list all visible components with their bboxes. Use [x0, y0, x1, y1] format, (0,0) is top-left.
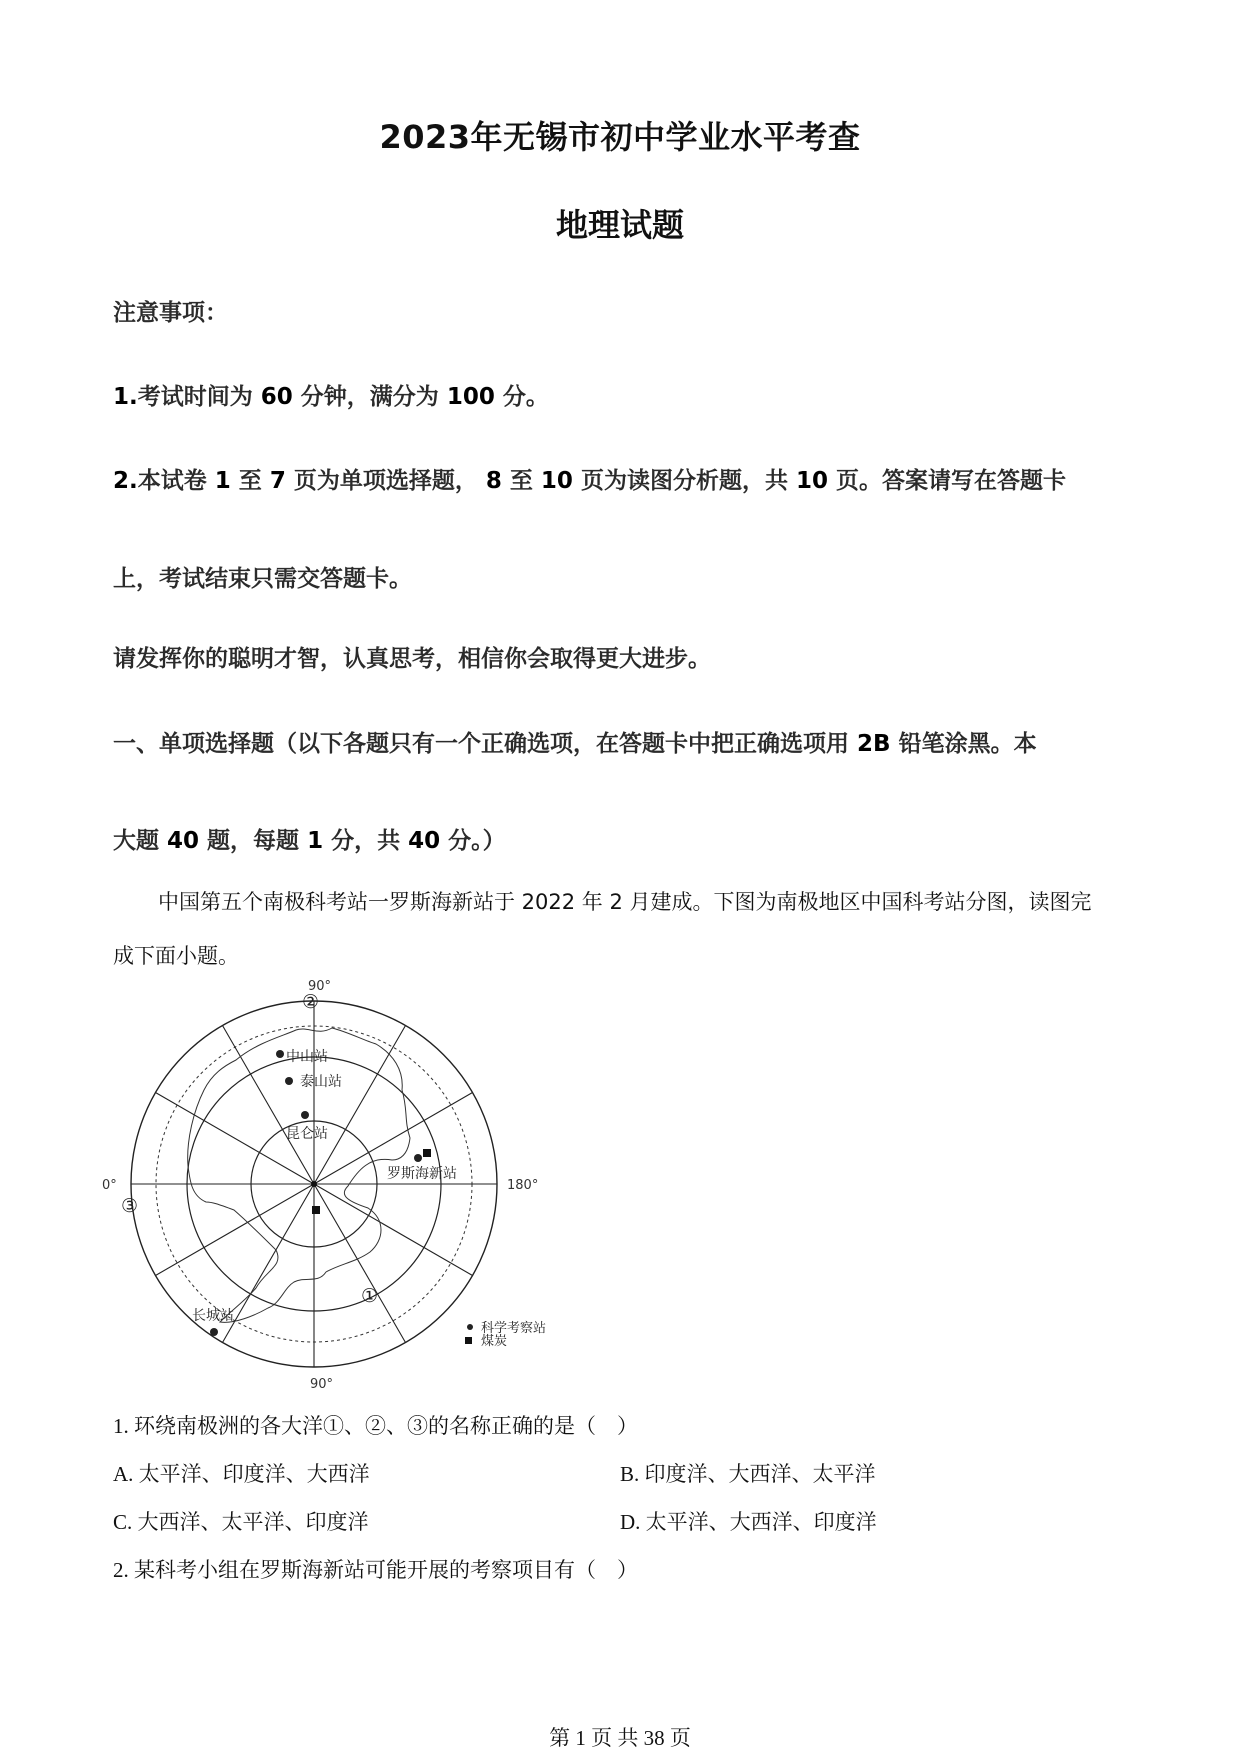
note-text: 分。: [502, 384, 549, 410]
note-text: 分钟，满分为: [300, 384, 439, 410]
q1-option-c[interactable]: [113, 1506, 369, 1536]
station-label-greatwall: 长城站: [192, 1308, 234, 1324]
map-label-bottom-90: 90°: [310, 1377, 334, 1392]
antarctica-station-map: [102, 970, 578, 1392]
notes-heading: [113, 294, 228, 327]
passage-line-2: 成下面小题。: [113, 944, 239, 968]
option-text: 大西洋、太平洋、印度洋: [137, 1510, 369, 1534]
notes-heading-text: 注意事项：: [113, 300, 228, 326]
coal-marker-interior: [312, 1206, 320, 1214]
station-dot-rosssea: [414, 1154, 422, 1162]
note-item-2: [113, 462, 1066, 495]
question-number: 2.: [113, 1558, 129, 1582]
option-text: 印度洋、大西洋、太平洋: [644, 1462, 876, 1486]
section-heading-number: 40: [408, 828, 441, 854]
note-item-2-number: 2.: [113, 468, 138, 494]
exam-subtitle: 地理试题: [555, 206, 684, 244]
note-text: 页为单项选择题，: [293, 468, 478, 494]
note-number: 60: [260, 384, 293, 410]
note-text: 至: [238, 468, 262, 494]
encouragement-text: 请发挥你的聪明才智，认真思考，相信你会取得更大进步。: [113, 646, 711, 672]
station-label-taishan: 泰山站: [300, 1074, 342, 1090]
note-text: 考试时间为: [137, 384, 253, 410]
option-text: 太平洋、印度洋、大西洋: [138, 1462, 370, 1486]
question-stem: 环绕南极洲的各大洋①、②、③的名称正确的是（ ）: [134, 1414, 638, 1438]
note-number: 8: [485, 468, 502, 494]
note-number: 10: [540, 468, 573, 494]
ocean-marker-1: ①: [361, 1285, 379, 1307]
question-2: [113, 1554, 638, 1584]
legend-coal-label: 煤炭: [481, 1334, 508, 1349]
section-heading-number: 2B: [857, 731, 891, 757]
section-heading-text: 题，每题: [207, 828, 300, 854]
station-label-rosssea: 罗斯海新站: [387, 1166, 457, 1182]
note-number: 7: [269, 468, 286, 494]
option-text: 太平洋、大西洋、印度洋: [645, 1510, 877, 1534]
question-stem: 某科考小组在罗斯海新站可能开展的考察项目有（ ）: [134, 1558, 638, 1582]
south-pole-point: [311, 1181, 317, 1187]
encouragement-line: [113, 640, 711, 673]
note-number: 1: [214, 468, 231, 494]
note-text: 本试卷: [137, 468, 207, 494]
note-number: 100: [446, 384, 495, 410]
option-key: A.: [113, 1462, 134, 1486]
ocean-marker-3: ③: [121, 1195, 139, 1217]
q1-option-b[interactable]: [620, 1458, 876, 1488]
question-number: 1.: [113, 1414, 129, 1438]
question-1: [113, 1410, 638, 1440]
meridian-line: [314, 1184, 406, 1343]
exam-title: 2023年无锡市初中学业水平考查: [379, 118, 861, 156]
coal-marker-rosssea: [423, 1149, 431, 1157]
station-dot-greatwall: [210, 1328, 218, 1336]
legend-station-label: 科学考察站: [481, 1321, 547, 1336]
section-heading-text: 一、单项选择题（以下各题只有一个正确选项，在答题卡中把正确选项用: [113, 731, 849, 757]
ocean-marker-2: ②: [302, 991, 320, 1013]
section-heading-text: 分，共: [331, 828, 401, 854]
note-item-2-continued: [113, 560, 412, 593]
section-heading-number: 1: [307, 828, 324, 854]
note-text: 页。答案请写在答题卡: [835, 468, 1066, 494]
map-label-top-90: 90°: [308, 979, 332, 994]
option-key: C.: [113, 1510, 133, 1534]
q1-option-d[interactable]: [620, 1506, 877, 1536]
option-key: B.: [620, 1462, 640, 1486]
section-heading-text: 铅笔涂黑。本: [898, 731, 1037, 757]
station-label-zhongshan: 中山站: [286, 1049, 328, 1065]
station-dot-taishan: [285, 1077, 293, 1085]
note-item-1: [113, 378, 549, 411]
passage-line-1: 中国第五个南极科考站一罗斯海新站于 2022 年 2 月建成。下图为南极地区中国科考站分图，读图完: [158, 890, 1092, 914]
meridian-line: [314, 1184, 473, 1276]
legend-coal-icon: [465, 1337, 472, 1344]
note-number: 10: [795, 468, 828, 494]
map-label-right-180: 180°: [507, 1178, 539, 1193]
option-key: D.: [620, 1510, 641, 1534]
note-item-1-number: 1.: [113, 384, 138, 410]
section-heading-text: 大题: [113, 828, 159, 854]
page-footer: 第 1 页 共 38 页: [549, 1726, 691, 1750]
note-text: 页为读图分析题，共: [580, 468, 788, 494]
q1-option-a[interactable]: [113, 1458, 370, 1488]
note-text: 上，考试结束只需交答题卡。: [113, 566, 412, 592]
meridian-line: [223, 1184, 315, 1343]
legend-station-icon: [467, 1324, 473, 1330]
station-dot-zhongshan: [276, 1050, 284, 1058]
section-heading-text: 分。）: [448, 828, 506, 854]
station-dot-kunlun: [301, 1111, 309, 1119]
station-label-kunlun: 昆仑站: [286, 1126, 328, 1142]
map-label-left-0: 0°: [102, 1178, 117, 1193]
section-heading-continued: [113, 822, 506, 855]
meridian-line: [156, 1184, 315, 1276]
note-text: 至: [509, 468, 533, 494]
section-heading: [113, 725, 1037, 758]
section-heading-number: 40: [167, 828, 200, 854]
